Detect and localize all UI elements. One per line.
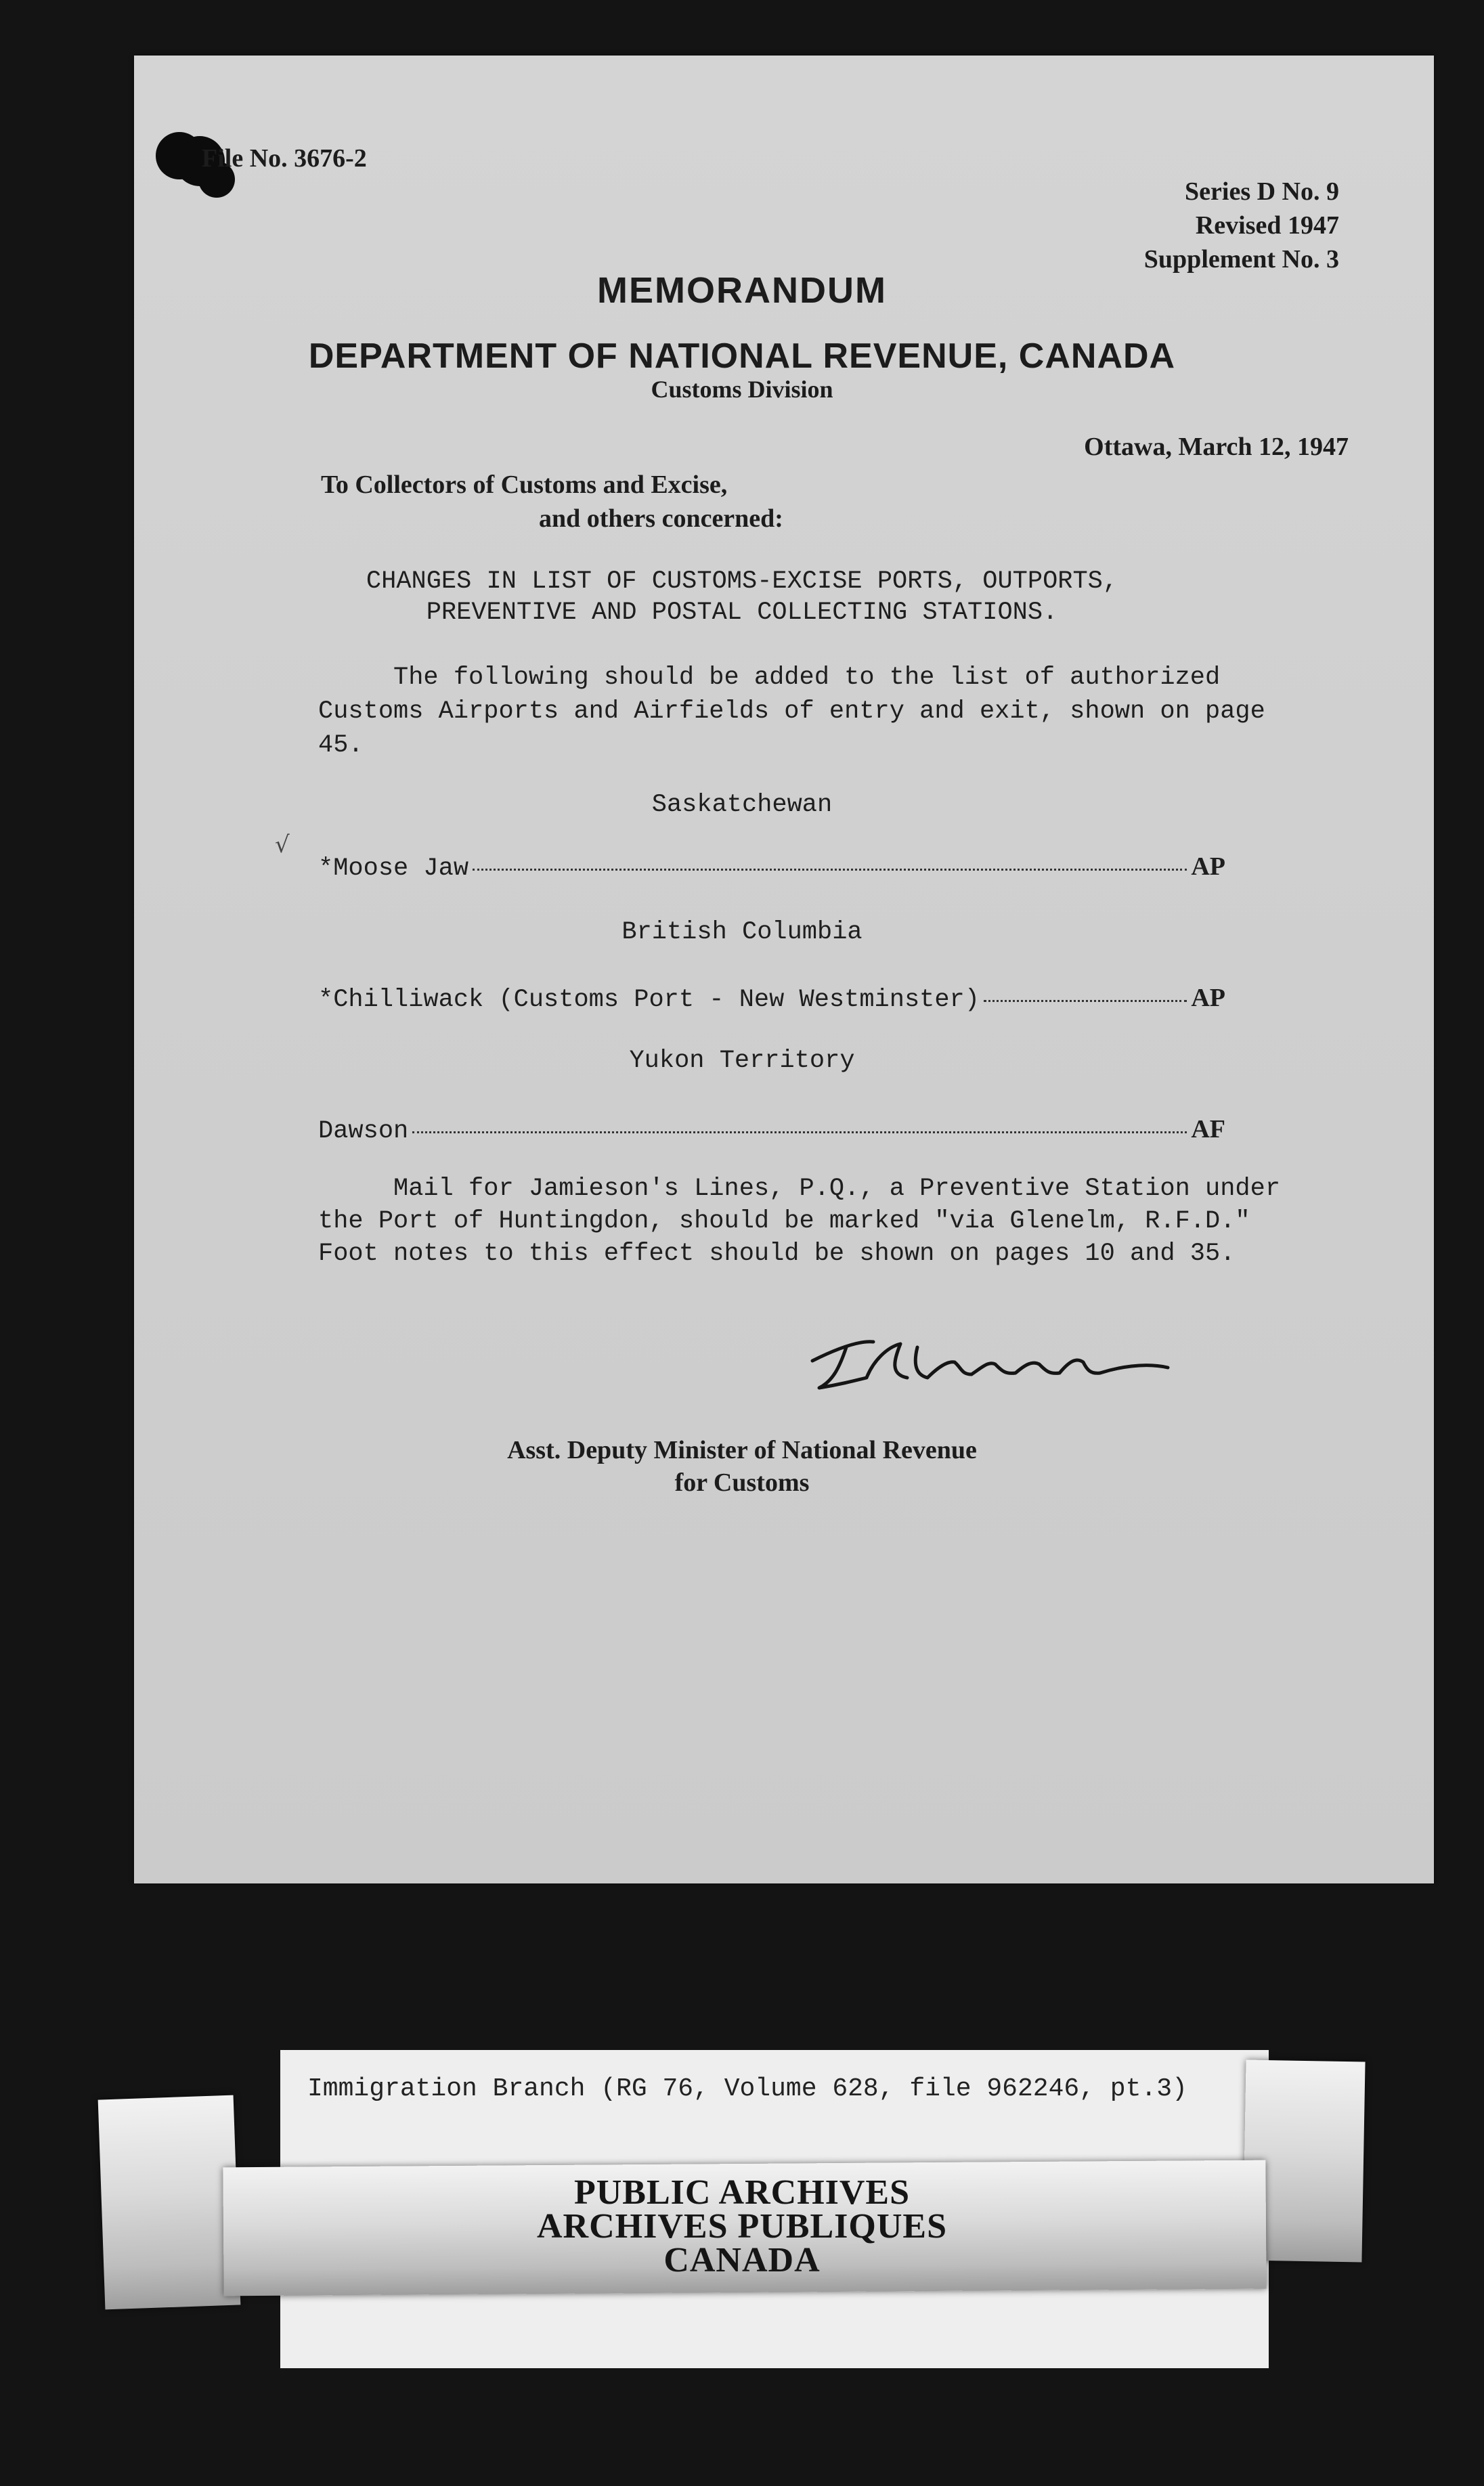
list-entry-moose-jaw [318, 852, 1225, 883]
stamp-line-2: ARCHIVES PUBLIQUES [536, 2207, 948, 2246]
mail-paragraph [318, 1173, 1280, 1270]
paragraph-line: The following should be added to the list of authorized [318, 663, 1221, 692]
section-heading-british-columbia: British Columbia [621, 918, 863, 946]
series-line: Series D No. 9 [1185, 177, 1339, 206]
section-heading-yukon: Yukon Territory [629, 1047, 855, 1075]
entry-name: Dawson [318, 1117, 409, 1146]
memo-date: Ottawa, March 12, 1947 [1084, 433, 1349, 461]
ink-blot [156, 132, 203, 179]
signatory-line-1: Asst. Deputy Minister of National Revenue [507, 1436, 977, 1464]
signatory-line-2: for Customs [674, 1468, 810, 1497]
archive-reference: Immigration Branch (RG 76, Volume 628, file 962246, pt.3) [307, 2074, 1187, 2103]
department-heading: DEPARTMENT OF NATIONAL REVENUE, CANADA [308, 336, 1176, 376]
supplement-line: Supplement No. 3 [1143, 245, 1339, 274]
paragraph-line: Foot notes to this effect should be shown on pages 10 and 35. [318, 1240, 1236, 1268]
intro-paragraph [318, 661, 1265, 762]
entry-code: AP [1191, 852, 1225, 881]
paragraph-line: 45. [318, 731, 364, 760]
subject-line-2: PREVENTIVE AND POSTAL COLLECTING STATIONS. [426, 598, 1058, 627]
addressee-line-1: To Collectors of Customs and Excise, [321, 471, 728, 499]
entry-name: *Moose Jaw [318, 854, 469, 883]
stamp-line-3: CANADA [663, 2241, 821, 2280]
list-entry-chilliwack [318, 983, 1225, 1014]
subject-line-1: CHANGES IN LIST OF CUSTOMS-EXCISE PORTS, OUTPORTS, [366, 567, 1118, 596]
list-entry-dawson [318, 1114, 1225, 1146]
file-number: File No. 3676-2 [202, 144, 367, 173]
paragraph-line: the Port of Huntingdon, should be marked "via Glenelm, R.F.D." [318, 1207, 1250, 1236]
section-heading-saskatchewan: Saskatchewan [651, 791, 833, 819]
entry-code: AF [1191, 1115, 1225, 1143]
dot-leader [984, 1000, 1187, 1002]
paragraph-line: Customs Airports and Airfields of entry and exit, shown on page [318, 697, 1265, 726]
memo-sheet [134, 56, 1434, 1883]
signatory-title [0, 1434, 1484, 1499]
paragraph-line: Mail for Jamieson's Lines, P.Q., a Preventive Station under [318, 1175, 1281, 1203]
series-block [1144, 175, 1339, 276]
revised-line: Revised 1947 [1195, 211, 1339, 240]
entry-code: AP [1191, 984, 1225, 1012]
memo-title: MEMORANDUM [597, 270, 887, 311]
dot-leader [473, 869, 1187, 871]
addressee-line-2: and others concerned: [539, 504, 783, 533]
division-heading: Customs Division [651, 376, 833, 403]
dot-leader [412, 1131, 1187, 1133]
handwritten-signature [799, 1320, 1178, 1401]
subject-heading [0, 566, 1484, 628]
stamp-line-1: PUBLIC ARCHIVES [573, 2173, 911, 2212]
check-mark: √ [275, 831, 290, 858]
archives-stamp [0, 2173, 1484, 2280]
entry-name: *Chilliwack (Customs Port - New Westminster) [318, 986, 980, 1014]
